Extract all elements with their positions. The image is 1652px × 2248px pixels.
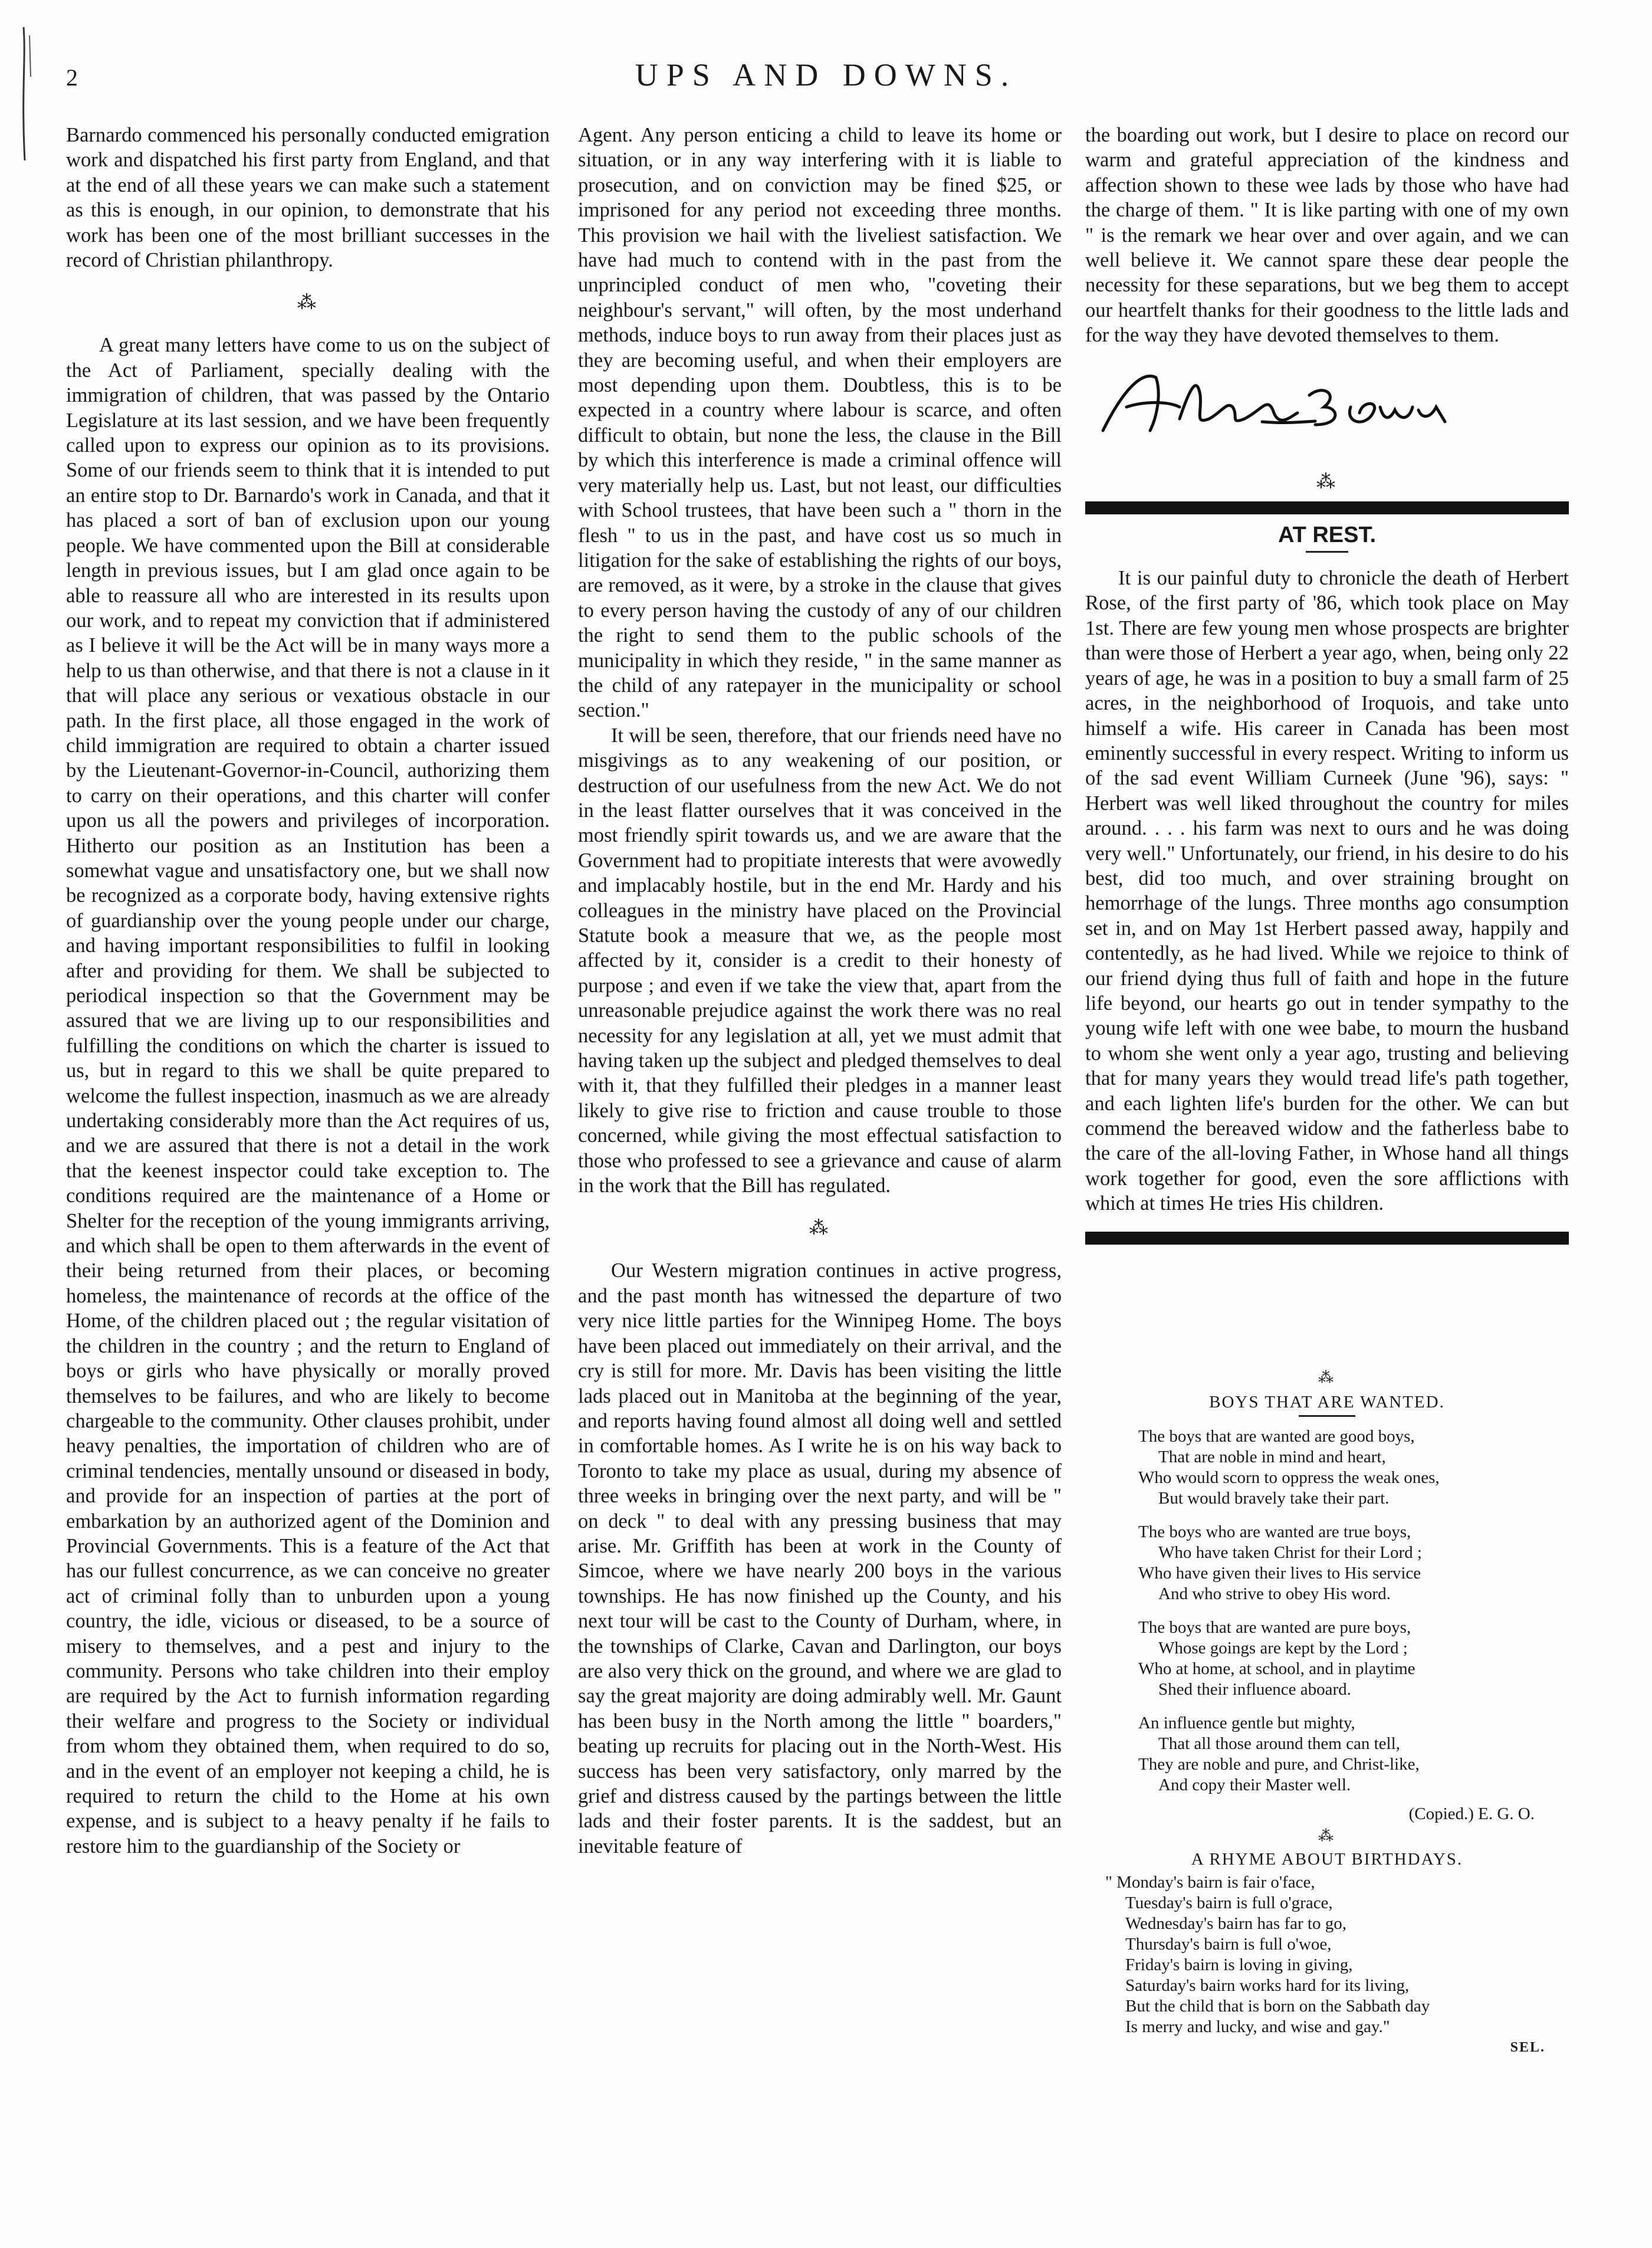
paragraph: Our Western migration continues in active progress, and the past month has witnessed the departure of two very nice little parties for the Winnipeg Home. The boys have been placed out immediately on their arrival, and the cry is still for more. Mr. Davis has been visiting the little lads placed out in Manitoba at the beginning of the year, and reports having found almost all doing well and settled in comfortable homes. As I write he is on his way back to Toronto to take my place as usual, during my absence of three weeks in bringing over the next party, and will be " on deck " to deal with any pressing business that may arise. Mr. Griffith has been at work in the County of Simcoe, where we have nearly 200 boys in the various townships. He has now finished up the County, and his next tour will be cast to the County of Durham, where, in the townships of Clarke, Cavan and Darlington, our boys are also very thick on the ground, and where we are glad to say the great majority are doing admirably well. Mr. Gaunt has been busy in the North among the little " boarders," beating up recruits for placing out in the North-West. His success has been very satisfactory, only marred by the grief and distress caused by the partings between the little lads and their foster parents. It is the saddest, but an inevitable feature of: [578, 1259, 1062, 1858]
poem-line: But would bravely take their part.: [1158, 1489, 1390, 1508]
asterism-divider: ⁂: [1318, 1369, 1336, 1386]
poem-line: That are noble in mind and heart,: [1158, 1448, 1386, 1466]
signature-handwriting-image: [1091, 360, 1457, 448]
page-title: UPS AND DOWNS.: [635, 57, 1017, 93]
paragraph: Agent. Any person enticing a child to leave its home or situation, or in any way interfering with it is liable to prosecution, and on conviction may be fined $25, or imprisoned for any period not exceeding three months. This provision we hail with the liveliest satisfaction. We have had much to contend with in the past from the unprincipled conduct of men who, "coveting their neighbour's servant," will often, by the most underhand methods, induce boys to run away from their places just as they are becoming useful, and when their employers are most depending upon them. Doubtless, this is to be expected in a country where labour is scarce, and often difficult to obtain, but none the less, the clause in the Bill by which this interference is made a criminal offence will very materially help us. Last, but not least, our difficulties with School trustees, that have been such a " thorn in the flesh " to us in the past, and have cost us so much in litigation for the sake of establishing the rights of our boys, are removed, as it were, by a stroke in the clause that gives to every person having the custody of any of our children the right to send them to the public schools of the municipality in which they reside, " in the same manner as the child of any ratepayer in the municipality or school section.": [578, 124, 1062, 722]
short-rule: [1299, 1415, 1355, 1417]
poem-line: Thursday's bairn is full o'woe,: [1125, 1935, 1332, 1954]
poem-line: That all those around them can tell,: [1158, 1734, 1400, 1753]
poem-line: The boys that are wanted are pure boys,: [1138, 1618, 1411, 1637]
rhyme-title: A RHYME ABOUT BIRTHDAYS.: [1191, 1850, 1463, 1869]
poem-line: Who have given their lives to His service: [1138, 1564, 1421, 1583]
thick-rule: [1085, 1232, 1569, 1245]
poem-line: Whose goings are kept by the Lord ;: [1158, 1639, 1408, 1658]
signature: [1085, 348, 1569, 472]
column-left: [66, 123, 550, 1859]
poem-line: Who at home, at school, and in playtime: [1138, 1659, 1415, 1678]
paragraph: It is our painful duty to chronicle the death of Herbert Rose, of the first party of '86, which took place on May 1st. There are few young men whose prospects are brighter than were those of Herbert a year ago, when, being only 22 years of age, he was in a position to buy a small farm of 25 acres, in the neighborhood of Iroquois, and take unto himself a wife. His career in Canada has been most eminently successful in every respect. Writing to inform us of the sad event William Curneek (June '96), says: " Herbert was well liked throughout the country for miles around. . . . his farm was next to ours and he was doing very well." Unfortunately, our friend, in his desire to do his best, did too much, and over straining brought on hemorrhage of the lungs. Three months ago consumption set in, and on May 1st Herbert passed away, happily and contentedly, as he had lived. While we rejoice to think of our friend dying thus full of faith and hope in the future life beyond, our hearts go out in tender sympathy to the young wife left with one wee babe, to mourn the husband to whom she went only a year ago, trusting and believing that for many years they would tread life's path together, and each lighten life's burden for the other. We can but commend the bereaved widow and the fatherless babe to the care of the all-loving Father, in Whose hand all things work together for good, even the sore afflictions with which at times He tries His children.: [1085, 567, 1569, 1215]
asterism-divider: ⁂: [1316, 470, 1338, 492]
poem-line: And who strive to obey His word.: [1158, 1584, 1391, 1603]
poem-line: Shed their influence aboard.: [1158, 1680, 1351, 1699]
poem-line: Saturday's bairn works hard for its living,: [1125, 1976, 1410, 1995]
poem-line: Who have taken Christ for their Lord ;: [1158, 1543, 1422, 1562]
section-heading: AT REST.: [1277, 522, 1377, 547]
column-right: [1085, 123, 1569, 1253]
poem-section: [1085, 1369, 1569, 2058]
poem-stanza: [1138, 1713, 1569, 1796]
poem-line: Who would scorn to oppress the weak ones,: [1138, 1468, 1440, 1487]
poem-stanza: [1138, 1522, 1569, 1604]
asterism-divider: ⁂: [297, 291, 318, 313]
poem-line: Friday's bairn is loving in giving,: [1125, 1955, 1353, 1974]
poem-line: An influence gentle but mighty,: [1138, 1714, 1355, 1732]
poem-line: Wednesday's bairn has far to go,: [1125, 1914, 1346, 1933]
short-rule: [1306, 551, 1348, 553]
paragraph: Barnardo commenced his personally conducted emigration work and dispatched his first party from England, and that at the end of all these years we can make such a statement as this is enough, in our opinion, to demonstrate that his work has been one of the most brilliant successes in the record of Christian philanthropy.: [66, 124, 550, 272]
poem-line: They are noble and pure, and Christ-like,: [1138, 1755, 1420, 1774]
paragraph: A great many letters have come to us on the subject of the Act of Parliament, specially dealing with the immigration of children, that was passed by the Ontario Legislature at its last session, and we have been frequently called upon to express our opinion as to its provisions. Some of our friends seem to think that it is intended to put an entire stop to Dr. Barnardo's work in Canada, and that it has placed a sort of ban of exclusion upon our young people. We have commented upon the Bill at considerable length in previous issues, but I am glad once again to be able to reassure all who are interested in its results upon our work, and to repeat my conviction that if administered as I believe it will be the Act will be in many ways more a help to us than otherwise, and that there is not a clause in it that will place any serious or vexatious obstacle in our path. In the first place, all those engaged in the work of child immigration are required to obtain a charter issued by the Lieutenant-Governor-in-Council, authorizing them to carry on their operations, and this charter will confer upon us all the powers and privileges of incorporation. Hitherto our position as an Institution has been a somewhat vague and unsatisfactory one, but we shall now be recognized as a corporate body, having extensive rights of guardianship over the young people under our charge, and having important responsibilities to fulfil in looking after and providing for them. We shall be subjected to periodical inspection so that the Government may be assured that we are living up to our responsibilities and fulfilling the conditions on which the charter is issued to us, but in regard to this we shall be quite prepared to welcome the fullest inspection, inasmuch as we are already undertaking considerably more than the Act requires of us, and we are assured that there is not a detail in the work that the keenest inspector could take exception to. The conditions required are the maintenance of a Home or Shelter for the reception of the young immigrants arriving, and which shall be open to them afterwards in the event of their being returned from their places, or becoming homeless, the maintenance of records at the office of the Home, of the children placed out ; the regular visitation of the children in the country ; and the return to England of boys or girls who have physically or morally proved themselves to be failures, and who are likely to become chargeable to the community. Other clauses prohibit, under heavy penalties, the importation of children who are of criminal tendencies, mentally unsound or diseased in body, and provide for an inspection of parties at the port of embarkation by an authorized agent of the Dominion and Provincial Governments. This is a feature of the Act that has our fullest concurrence, as we can conceive no greater act of criminal folly than to unburden upon a young country, the idle, vicious or diseased, to be a source of misery to themselves, and a pest and injury to the community. Persons who take children into their employ are required by the Act to furnish information regarding their welfare and progress to the Society or individual from whom they obtained them, when required to do so, and in the event of an employer not keeping a child, he is required to return the child to the Home at his own expense, and is subject to a heavy penalty if he fails to restore him to the guardianship of the Society or: [66, 334, 550, 1858]
thick-rule: [1085, 501, 1569, 514]
poem-line: The boys that are wanted are good boys,: [1138, 1427, 1415, 1446]
margin-pencil-mark: [17, 24, 34, 165]
asterism-divider: ⁂: [1318, 1827, 1336, 1845]
poem-title: BOYS THAT ARE WANTED.: [1209, 1393, 1445, 1412]
column-middle: [578, 123, 1062, 1859]
poem-line: The boys who are wanted are true boys,: [1138, 1522, 1411, 1541]
rhyme-source: SEL.: [1510, 2040, 1545, 2055]
page-number: 2: [66, 64, 78, 91]
poem-line: But the child that is born on the Sabbath day: [1125, 1997, 1430, 2016]
paragraph: the boarding out work, but I desire to place on record our warm and grateful appreciation of the kindness and affection shown to these wee lads by those who have had the charge of them. " It is like parting with one of my own " is the remark we hear over and over again, and we can well believe it. We cannot spare these dear people the necessity for these separations, but we beg them to accept our heartfelt thanks for their goodness to the little lads and for the way they have devoted themselves to them.: [1085, 124, 1569, 347]
poem-line: Tuesday's bairn is full o'grace,: [1125, 1893, 1333, 1912]
poem-stanza: [1138, 1617, 1569, 1700]
asterism-divider: ⁂: [809, 1217, 830, 1239]
poem-line: " Monday's bairn is fair o'face,: [1105, 1873, 1315, 1892]
poem-credit: (Copied.) E. G. O.: [1408, 1804, 1535, 1823]
poem-line: And copy their Master well.: [1158, 1776, 1351, 1794]
poem-stanza: [1138, 1426, 1569, 1509]
paragraph: It will be seen, therefore, that our friends need have no misgivings as to any weakening of our position, or destruction of our usefulness from the new Act. We do not in the least flatter ourselves that it was conceived in the most friendly spirit towards us, and we are aware that the Government had to propitiate interests that were avowedly and implacably hostile, but in the end Mr. Hardy and his colleagues in the ministry have placed on the Provincial Statute book a measure that we, as the people most affected by it, consider is a credit to their honesty of purpose ; and even if we take the view that, apart from the unreasonable prejudice against the work there was no real necessity for any legislation at all, yet we must admit that having taken up the subject and pledged themselves to deal with it, that they fulfilled their pledges in a manner least likely to give rise to friction and cause trouble to those concerned, while giving the most effectual satisfaction to those who professed to see a grievance and cause of alarm in the work that the Bill has regulated.: [578, 724, 1062, 1197]
poem-line: Is merry and lucky, and wise and gay.": [1125, 2017, 1390, 2036]
rhyme-verse: [1105, 1872, 1569, 2037]
